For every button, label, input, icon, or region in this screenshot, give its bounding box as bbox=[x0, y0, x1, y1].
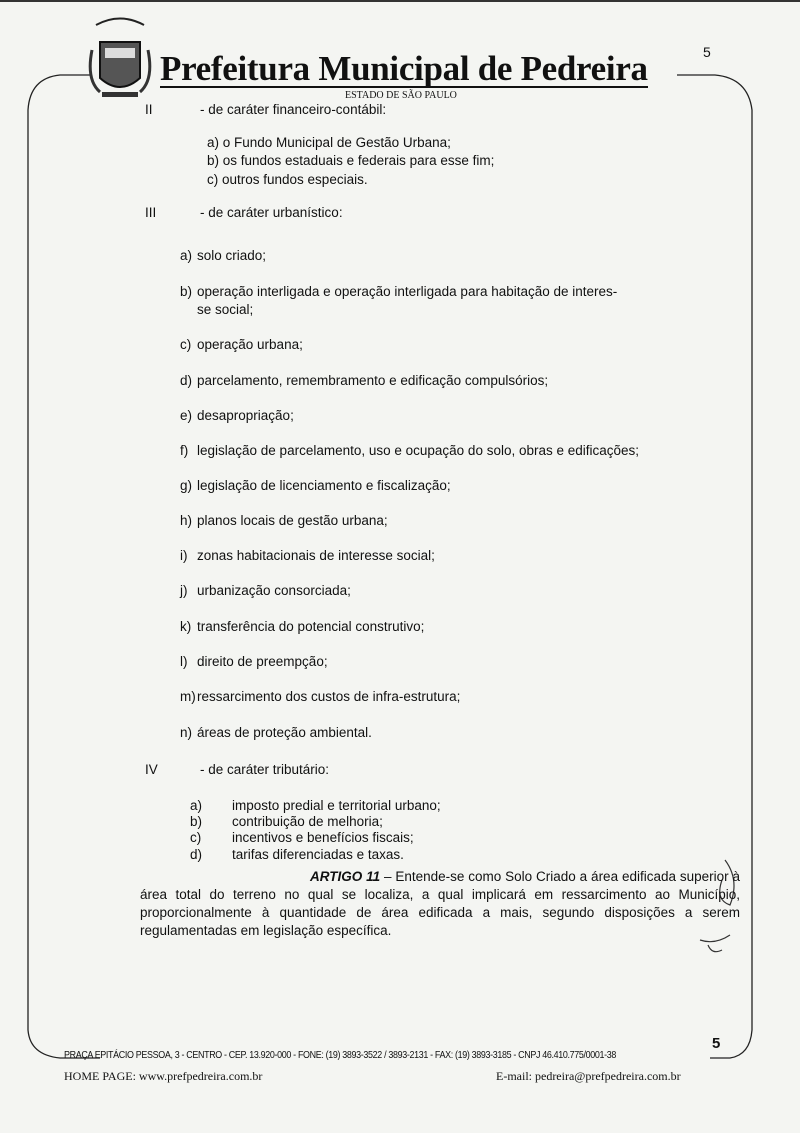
list-item: imposto predial e territorial urbano; bbox=[232, 798, 441, 813]
list-item: legislação de licenciamento e fiscalização; bbox=[197, 478, 451, 493]
article-body: – Entende-se como Solo Criado a área edificada superior à área total do terreno no qual se localiza, a qual implicará em ressarcimento ao Município, proporcionalmente à quantidade de área edificada a mais, segundo disposições a serem regulamentadas em legislação específica. bbox=[140, 869, 740, 938]
list-item-label: j) bbox=[180, 583, 188, 598]
page-title: Prefeitura Municipal de Pedreira bbox=[160, 49, 648, 88]
list-item: desapropriação; bbox=[197, 408, 294, 423]
state-subtitle: ESTADO DE SÃO PAULO bbox=[345, 90, 457, 101]
section-heading: - de caráter financeiro-contábil: bbox=[200, 102, 387, 117]
list-item: planos locais de gestão urbana; bbox=[197, 513, 388, 528]
list-item: incentivos e benefícios fiscais; bbox=[232, 830, 414, 845]
list-item-label: b) bbox=[190, 814, 203, 829]
list-item: ressarcimento dos custos de infra-estrutura; bbox=[197, 689, 461, 704]
list-item: tarifas diferenciadas e taxas. bbox=[232, 847, 404, 862]
section-numeral: IV bbox=[145, 762, 158, 777]
list-item-label: l) bbox=[180, 654, 188, 669]
stamp-number: 5 bbox=[712, 1035, 721, 1052]
list-item: direito de preempção; bbox=[197, 654, 328, 669]
list-item-label: b) bbox=[180, 284, 193, 299]
footer-email: E-mail: pedreira@prefpedreira.com.br bbox=[496, 1069, 681, 1083]
list-item-continuation: se social; bbox=[197, 302, 254, 317]
section-numeral: II bbox=[145, 102, 153, 117]
list-item-label: n) bbox=[180, 725, 193, 740]
section-numeral: III bbox=[145, 205, 157, 220]
list-item-label: e) bbox=[180, 408, 193, 423]
list-item: a) o Fundo Municipal de Gestão Urbana; bbox=[207, 135, 451, 150]
municipal-crest-logo bbox=[90, 19, 150, 98]
article-paragraph bbox=[140, 868, 740, 940]
footer-homepage: HOME PAGE: www.prefpedreira.com.br bbox=[64, 1069, 263, 1083]
list-item: contribuição de melhoria; bbox=[232, 814, 383, 829]
list-item-label: m) bbox=[180, 689, 196, 704]
list-item: legislação de parcelamento, uso e ocupação do solo, obras e edificações; bbox=[197, 443, 640, 458]
list-item-label: d) bbox=[180, 373, 193, 388]
list-item-label: c) bbox=[180, 337, 192, 352]
list-item-label: f) bbox=[180, 443, 189, 458]
list-item-label: a) bbox=[180, 248, 193, 263]
list-item-label: h) bbox=[180, 513, 193, 528]
list-item: transferência do potencial construtivo; bbox=[197, 619, 425, 634]
list-item-label: g) bbox=[180, 478, 193, 493]
list-item-label: k) bbox=[180, 619, 192, 634]
list-item: operação urbana; bbox=[197, 337, 303, 352]
list-item-label: c) bbox=[190, 830, 202, 845]
section-heading: - de caráter tributário: bbox=[200, 762, 330, 777]
footer-address: PRAÇA EPITÁCIO PESSOA, 3 - CENTRO - CEP. 13.920-000 - FONE: (19) 3893-3522 / 3893-2131 - FAX: (19) 3893-3185 - CNPJ 46.410.775/0001-38 bbox=[64, 1049, 617, 1061]
list-item: áreas de proteção ambiental. bbox=[197, 725, 372, 740]
list-item-label: i) bbox=[180, 548, 188, 563]
list-item: operação interligada e operação interligada para habitação de interes- bbox=[197, 284, 618, 299]
list-item: zonas habitacionais de interesse social; bbox=[197, 548, 435, 563]
list-item-label: d) bbox=[190, 847, 203, 862]
list-item: solo criado; bbox=[197, 248, 267, 263]
list-item: urbanização consorciada; bbox=[197, 583, 351, 598]
article-title: ARTIGO 11 bbox=[310, 869, 381, 884]
list-item-label: a) bbox=[190, 798, 203, 813]
list-item: b) os fundos estaduais e federais para esse fim; bbox=[207, 153, 495, 168]
list-item: c) outros fundos especiais. bbox=[207, 172, 368, 187]
section-heading: - de caráter urbanístico: bbox=[200, 205, 343, 220]
list-item: parcelamento, remembramento e edificação compulsórios; bbox=[197, 373, 549, 388]
page-number: 5 bbox=[703, 44, 711, 60]
